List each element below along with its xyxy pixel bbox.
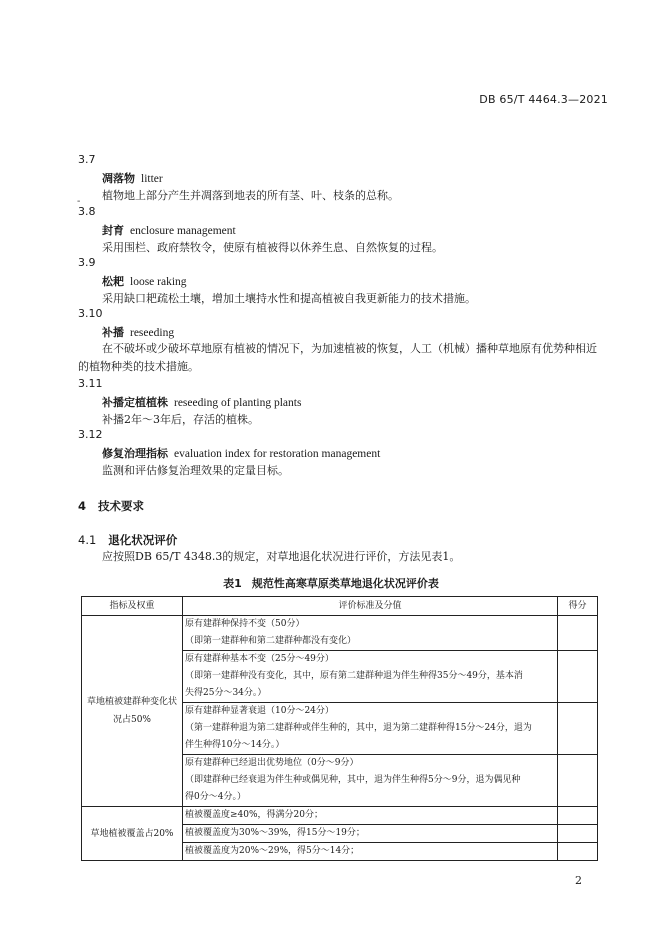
term-definition: 采用缺口耙疏松土壤，增加土壤持水性和提高植被自我更新能力的技术措施。 (102, 292, 476, 305)
term-title: 封育 enclosure management (102, 224, 236, 237)
score-cell (558, 807, 598, 825)
criteria-cell: 原有建群种已经退出优势地位（0分～9分） （即建群种已经衰退为伴生种或偶见种，其中，退为伴生种得5分～9分，退为偶见种 得0分～4分。） (183, 755, 558, 807)
term-number: 3.10 (78, 307, 103, 320)
term-number: 3.7 (78, 153, 96, 166)
page-number: 2 (575, 874, 582, 887)
term-definition: 补播2年～3年后，存活的植株。 (102, 413, 259, 426)
criteria-cell: 原有建群种保持不变（50分） （即第一建群种和第二建群种都没有变化） (183, 616, 558, 651)
evaluation-table (81, 596, 598, 861)
indicator-cell: 草地植被覆盖占20% (82, 807, 183, 861)
table-caption: 表1 规范性高寒草原类草地退化状况评价表 (223, 577, 439, 590)
criteria-cell: 植被覆盖度为30%～39%，得15分～19分； (183, 825, 558, 843)
term-title: 修复治理指标 evaluation index for restoration management (102, 447, 381, 460)
header-cell: 评价标准及分值 (183, 597, 558, 616)
term-title: 松耙 loose raking (102, 275, 187, 288)
term-number: 3.8 (78, 205, 96, 218)
table-header-row (82, 597, 598, 616)
table-row (82, 807, 598, 825)
criteria-cell: 原有建群种基本不变（25分～49分） （即第一建群种没有变化，其中，原有第二建群种退为伴生种得35分～49分，基本消 失得25分～34分。） (183, 651, 558, 703)
term-number: 3.11 (78, 377, 103, 390)
table-row (82, 616, 598, 651)
term-title: 凋落物 litter (102, 172, 163, 185)
subsection-heading: 4.1 退化状况评价 (78, 533, 178, 547)
score-cell (558, 616, 598, 651)
score-cell (558, 755, 598, 807)
criteria-cell: 植被覆盖度为20%～29%，得5分～14分； (183, 843, 558, 861)
score-cell (558, 651, 598, 703)
document-code: DB 65/T 4464.3—2021 (479, 93, 608, 106)
header-cell: 指标及权重 (82, 597, 183, 616)
subsection-body: 应按照DB 65/T 4348.3的规定，对草地退化状况进行评价，方法见表1。 (102, 550, 461, 563)
score-cell (558, 843, 598, 861)
header-cell: 得分 (558, 597, 598, 616)
term-definition: 监测和评估修复治理效果的定量目标。 (102, 464, 289, 477)
indicator-cell: 草地植被建群种变化状况占50% (82, 616, 183, 807)
term-title: 补播定植植株 reseeding of planting plants (102, 396, 302, 409)
criteria-cell: 植被覆盖度≥40%，得满分20分； (183, 807, 558, 825)
term-number: 3.9 (78, 256, 96, 269)
term-definition: 采用围栏、政府禁牧令，使原有植被得以休养生息、自然恢复的过程。 (102, 241, 443, 254)
term-definition: 植物地上部分产生并凋落到地表的所有茎、叶、枝条的总称。 (102, 189, 399, 202)
score-cell (558, 825, 598, 843)
term-number: 3.12 (78, 428, 103, 441)
criteria-cell: 原有建群种显著衰退（10分～24分） （第一建群种退为第二建群种或伴生种的，其中，退为第二建群种得15分～24分，退为 伴生种得10分～14分。） (183, 703, 558, 755)
scan-mark: - (77, 196, 81, 207)
section-heading: 4 技术要求 (78, 499, 145, 513)
term-definition: 在不破坏或少破坏草地原有植被的情况下，为加速植被的恢复，人工（机械）播种草地原有优势种相近的植物种类的技术措施。 (78, 342, 597, 373)
score-cell (558, 703, 598, 755)
term-title: 补播 reseeding (102, 326, 175, 339)
